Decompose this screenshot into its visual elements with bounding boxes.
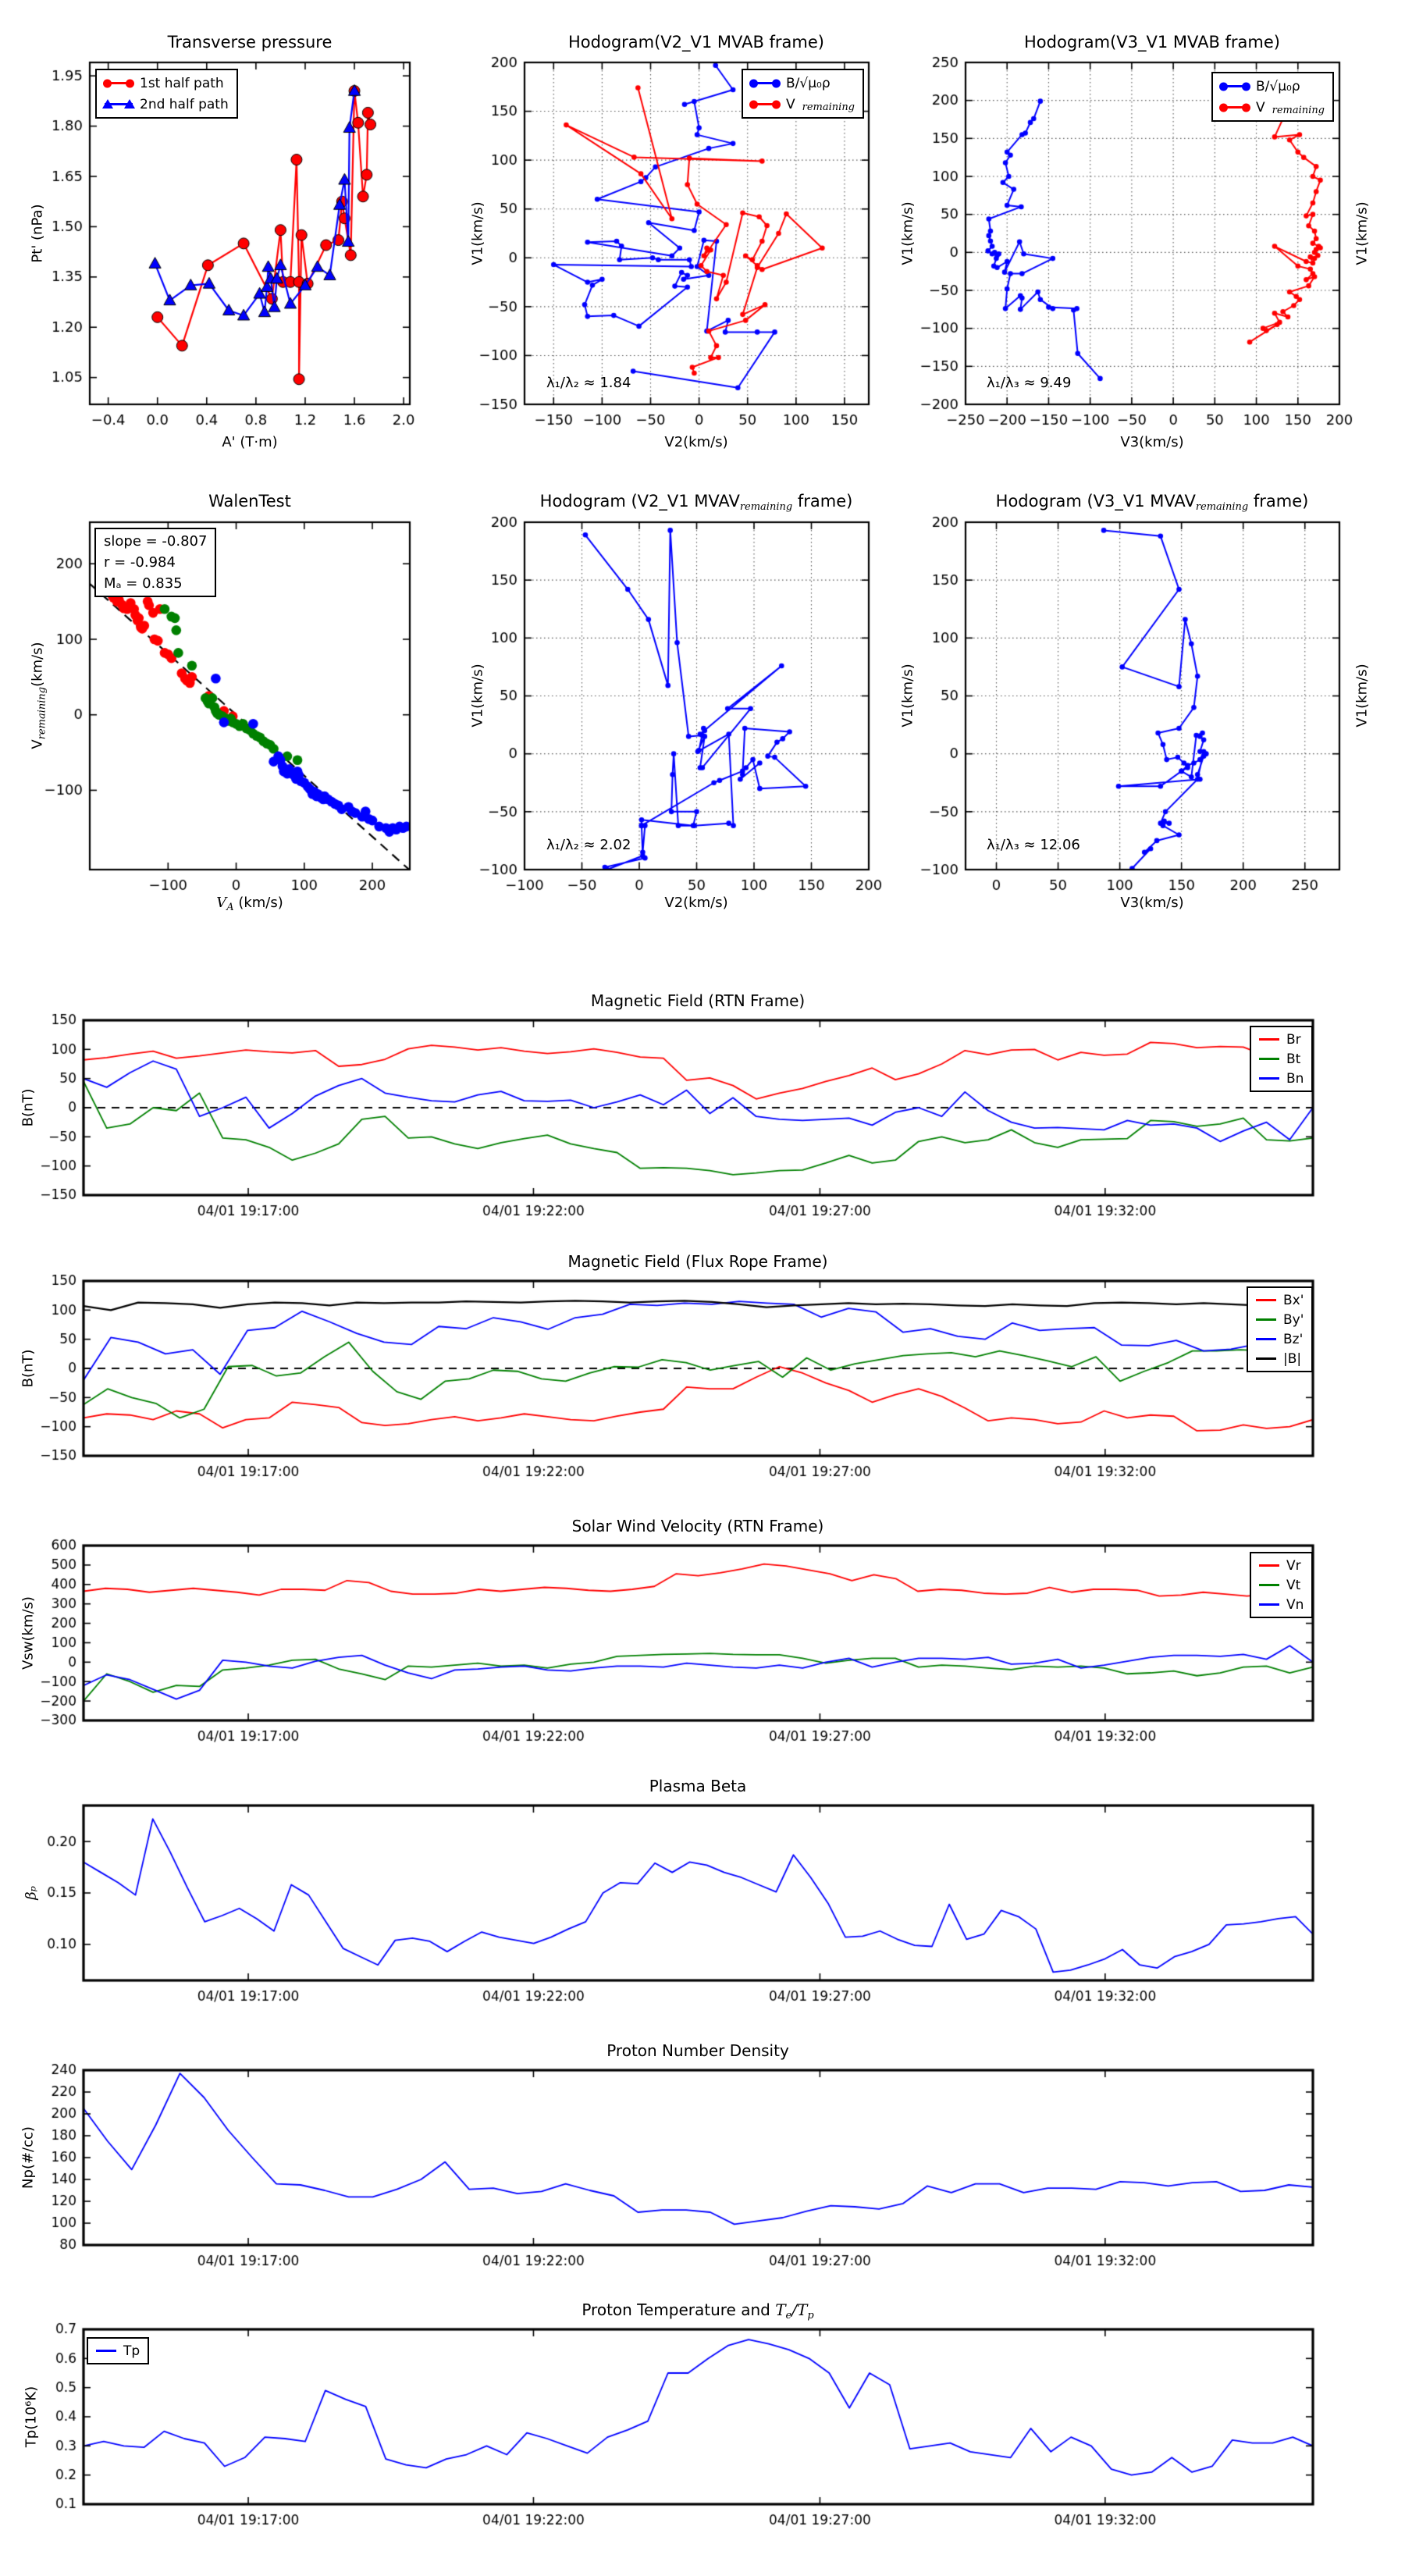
legend-subscript: remaining xyxy=(802,101,855,113)
legend-item-bz xyxy=(1256,1329,1304,1349)
legend-item-bn xyxy=(1259,1069,1304,1088)
xlabel-v2-row2 xyxy=(664,895,727,911)
ylabel-text: Pt' (nPa) xyxy=(29,204,46,263)
legend-item-vt xyxy=(1259,1575,1304,1595)
xlabel-a-tm xyxy=(222,434,277,450)
ylabel-text: V1(km/s) xyxy=(899,664,916,728)
title-text: Solar Wind Velocity (RTN Frame) xyxy=(571,1517,824,1535)
legend-label: Bx' xyxy=(1283,1292,1304,1308)
legend-label: By' xyxy=(1283,1311,1304,1328)
legend-hodogram-v2v1-mvab xyxy=(742,69,864,119)
ylabel-v1-row1-b xyxy=(900,201,916,265)
line-sample xyxy=(1259,1564,1279,1567)
panel-title-proton-temperature xyxy=(582,2300,814,2322)
legend-label: B/√μ₀ρ xyxy=(786,75,831,91)
title-text: WalenTest xyxy=(208,492,291,511)
title-text: Magnetic Field (RTN Frame) xyxy=(590,991,806,1010)
title-math: T xyxy=(775,2300,786,2319)
xlabel-v2-row1 xyxy=(664,434,727,450)
line-sample xyxy=(1256,1357,1276,1360)
lambda-ratio-v3v1-mvav xyxy=(987,837,1080,853)
line-sample xyxy=(1259,1058,1279,1060)
title-text: Proton Number Density xyxy=(606,2041,789,2060)
lambda-ratio-v3v1-mvab xyxy=(987,375,1071,391)
ylabel-text: Np(#/cc) xyxy=(20,2126,37,2189)
title-math: /T xyxy=(791,2300,808,2319)
legend-item-1st-half-path xyxy=(105,73,229,94)
xlabel-v3-row2 xyxy=(1120,895,1183,911)
legend-solar-wind-velocity xyxy=(1250,1552,1313,1618)
xlabel-text: V2(km/s) xyxy=(664,434,728,450)
ylabel-v1-row2-a xyxy=(470,664,486,727)
ylabel-text: V1(km/s) xyxy=(469,201,486,265)
title-text: Plasma Beta xyxy=(649,1777,747,1795)
ylabel-b-nt-rtn xyxy=(20,1089,37,1127)
ylabel-np xyxy=(20,2126,37,2189)
xlabel-text: V3(km/s) xyxy=(1120,895,1184,911)
legend-label: B/√μ₀ρ xyxy=(1256,78,1300,94)
legend-item-v-remaining xyxy=(1221,97,1325,118)
legend-label: Vt xyxy=(1286,1577,1301,1593)
walen-slope: slope = -0.807 xyxy=(104,533,208,550)
line-sample xyxy=(1256,1318,1276,1321)
ylabel-text: V xyxy=(29,739,46,749)
xlabel-text: V2(km/s) xyxy=(664,895,728,911)
title-subscript: p xyxy=(807,2310,814,2322)
legend-item-bx xyxy=(1256,1290,1304,1310)
line-sample xyxy=(1259,1603,1279,1606)
walen-mach-number: Mₐ = 0.835 xyxy=(104,575,183,592)
legend-proton-temperature xyxy=(87,2337,149,2364)
line-sample xyxy=(1259,1077,1279,1080)
legend-transverse-pressure xyxy=(95,69,238,119)
legend-item-by xyxy=(1256,1310,1304,1329)
title-text: Hodogram (V3_V1 MVAV xyxy=(995,492,1196,511)
xlabel-text: A' (T·m) xyxy=(222,434,278,450)
line-sample xyxy=(96,2350,116,2352)
line-circle-marker-sample xyxy=(1221,106,1249,109)
line-sample xyxy=(1256,1338,1276,1340)
panel-title-walentest xyxy=(208,492,291,511)
ylabel-text: βₚ xyxy=(23,1886,40,1900)
legend-label: Bz' xyxy=(1283,1331,1304,1347)
legend-item-bt xyxy=(1259,1049,1304,1069)
ylabel-text: B(nT) xyxy=(20,1349,37,1388)
title-text: Magnetic Field (Flux Rope Frame) xyxy=(567,1252,828,1271)
walen-stats-box xyxy=(94,528,216,597)
legend-item-b-alfven xyxy=(1221,76,1325,97)
line-circle-marker-sample xyxy=(1221,85,1249,87)
line-sample xyxy=(1256,1299,1276,1301)
title-subscript: remaining xyxy=(1195,501,1249,513)
xlabel-text: (km/s) xyxy=(233,895,283,911)
legend-item-v-remaining xyxy=(751,94,855,115)
legend-label: 2nd half path xyxy=(140,96,229,112)
ylabel-b-nt-fluxrope xyxy=(20,1350,37,1388)
ylabel-subscript: remaining xyxy=(36,686,48,740)
panel-title-magnetic-field-flux-rope xyxy=(568,1252,828,1271)
title-text: Proton Temperature and xyxy=(582,2300,776,2319)
xlabel-text: V3(km/s) xyxy=(1120,434,1184,450)
legend-label: |B| xyxy=(1283,1350,1302,1367)
title-text: Hodogram (V2_V1 MVAV xyxy=(539,492,740,511)
lambda-ratio-v2v1-mvab xyxy=(546,375,631,391)
title-text: Hodogram(V2_V1 MVAB frame) xyxy=(568,33,824,52)
xlabel-math: V xyxy=(216,895,227,911)
line-triangle-marker-sample xyxy=(105,103,133,105)
title-text: frame) xyxy=(1248,492,1309,511)
ylabel-text: Tp(10⁶K) xyxy=(23,2386,40,2448)
ylabel-text: V1(km/s) xyxy=(1353,664,1371,728)
annotation-text: λ₁/λ₃ ≈ 9.49 xyxy=(987,375,1072,391)
ylabel-text: V1(km/s) xyxy=(1353,201,1371,265)
line-circle-marker-sample xyxy=(751,82,779,84)
ylabel-text: V1(km/s) xyxy=(469,664,486,728)
ylabel-text: (km/s) xyxy=(29,642,46,687)
ylabel-pt-npa xyxy=(30,204,46,262)
legend-magnetic-field-rtn xyxy=(1250,1026,1313,1092)
legend-label: V xyxy=(786,96,795,112)
walen-correlation: r = -0.984 xyxy=(104,554,176,571)
ylabel-vremaining xyxy=(30,642,46,749)
legend-subscript: remaining xyxy=(1272,105,1325,116)
legend-item-br xyxy=(1259,1030,1304,1049)
ylabel-text: Vsw(km/s) xyxy=(20,1596,37,1670)
title-subscript: remaining xyxy=(739,501,793,513)
line-sample xyxy=(1259,1584,1279,1586)
panel-title-solar-wind-velocity xyxy=(572,1517,824,1535)
legend-label: Vr xyxy=(1286,1557,1301,1574)
line-sample xyxy=(1259,1038,1279,1041)
title-text: frame) xyxy=(792,492,853,511)
legend-hodogram-v3v1-mvab xyxy=(1211,72,1334,122)
title-text: Transverse pressure xyxy=(167,33,333,52)
line-circle-marker-sample xyxy=(105,82,133,84)
ylabel-tp xyxy=(23,2386,40,2447)
panel-title-magnetic-field-rtn xyxy=(591,991,805,1010)
legend-label: Br xyxy=(1286,1031,1301,1048)
ylabel-beta xyxy=(23,1886,40,1900)
legend-magnetic-field-flux-rope xyxy=(1247,1286,1313,1372)
legend-label: Bt xyxy=(1286,1051,1301,1067)
line-circle-marker-sample xyxy=(751,103,779,105)
legend-label: V xyxy=(1256,99,1265,116)
legend-item-b-alfven xyxy=(751,73,855,94)
legend-label: Vn xyxy=(1286,1596,1304,1613)
panel-title-plasma-beta xyxy=(649,1777,747,1795)
lambda-ratio-v2v1-mvav xyxy=(546,837,631,853)
ylabel-v1-row1-a xyxy=(470,201,486,265)
ylabel-text: V1(km/s) xyxy=(899,201,916,265)
legend-label: 1st half path xyxy=(140,75,224,91)
legend-label: Bn xyxy=(1286,1070,1304,1087)
ylabel-vsw xyxy=(20,1596,37,1670)
panel-title-hodogram-v3v1-mvab xyxy=(1024,33,1280,52)
xlabel-subscript: A xyxy=(226,902,234,913)
legend-item-bmag xyxy=(1256,1349,1304,1368)
panel-title-hodogram-v2v1-mvab xyxy=(568,33,824,52)
ylabel-v1-row1-c xyxy=(1354,201,1371,265)
legend-item-tp xyxy=(96,2341,140,2361)
annotation-text: λ₁/λ₂ ≈ 1.84 xyxy=(546,375,631,391)
panel-title-proton-number-density xyxy=(606,2041,789,2060)
legend-item-vr xyxy=(1259,1556,1304,1575)
legend-item-2nd-half-path xyxy=(105,94,229,115)
annotation-text: λ₁/λ₂ ≈ 2.02 xyxy=(546,837,631,853)
legend-label: Tp xyxy=(123,2343,140,2359)
legend-item-vn xyxy=(1259,1595,1304,1614)
panel-title-hodogram-v3v1-mvav xyxy=(996,492,1309,511)
xlabel-v3-row1 xyxy=(1120,434,1183,450)
title-text: Hodogram(V3_V1 MVAB frame) xyxy=(1024,33,1280,52)
title-subscript: e xyxy=(785,2310,792,2322)
xlabel-va xyxy=(216,895,283,911)
annotation-text: λ₁/λ₃ ≈ 12.06 xyxy=(987,837,1080,853)
ylabel-text: B(nT) xyxy=(20,1088,37,1127)
ylabel-v1-row2-b xyxy=(900,664,916,727)
ylabel-v1-row2-c xyxy=(1354,664,1371,727)
panel-title-hodogram-v2v1-mvav xyxy=(540,492,853,511)
panel-title-transverse-pressure xyxy=(168,33,333,52)
